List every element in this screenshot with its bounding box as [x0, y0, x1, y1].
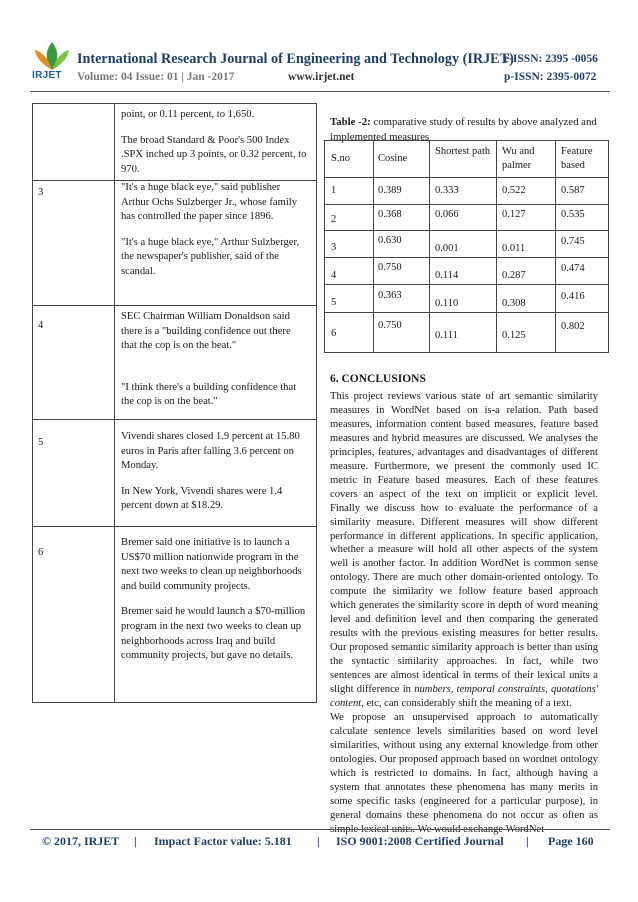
- row-separator: [33, 305, 316, 306]
- cell: 0.522: [502, 185, 526, 196]
- cell: 0.114: [435, 270, 459, 281]
- row-separator: [33, 526, 316, 527]
- row-separator: [325, 257, 608, 258]
- footer-separator: |: [526, 834, 529, 848]
- cell: 0.750: [378, 320, 402, 331]
- cell: 0.750: [378, 262, 402, 273]
- results-table: [324, 140, 609, 353]
- cell: 5: [331, 297, 337, 308]
- cell: 0.127: [502, 209, 526, 220]
- sentence: Bremer said one initiative is to launch a US$70 million nationwide program in the next two weeks to clean up neighborhoods and build community projects.: [121, 537, 302, 592]
- column-divider: [496, 141, 497, 352]
- sentence: SEC Chairman William Donaldson said there is a "building confidence out there that the cop is on the beat.": [121, 311, 291, 352]
- table-cell: [121, 430, 309, 525]
- sentence: In New York, Vivendi shares were 1.4 percent down at $18.29.: [121, 485, 283, 512]
- row-number: 6: [38, 547, 44, 558]
- cell: 0.630: [378, 235, 402, 246]
- header-rule: [30, 91, 610, 92]
- logo-text: IRJET: [32, 70, 62, 81]
- cell: 0.368: [378, 209, 402, 220]
- row-separator: [325, 230, 608, 231]
- sentence: "It's a huge black eye," Arthur Sulzberger, the newspaper's publisher, said of the scandal.: [121, 236, 300, 277]
- table-cell: [121, 310, 309, 421]
- sentence: point, or 0.11 percent, to 1,650.: [121, 109, 255, 120]
- conclusions-text: [330, 390, 598, 837]
- row-number: 5: [38, 437, 44, 448]
- sentence: "I think there's a building confidence that the cop is on the beat.": [121, 381, 297, 408]
- sentence: The broad Standard & Poor's 500 Index .SPX inched up 3 points, or 0.32 percent, to 970.: [121, 134, 307, 175]
- cell: 0.308: [502, 298, 526, 309]
- cell: 0.110: [435, 298, 459, 309]
- cell: 2: [331, 214, 337, 225]
- cell: 0.474: [561, 263, 585, 274]
- caption-text: comparative study of results by above analyzed and implemented measures: [330, 116, 597, 143]
- header-sno: S.no: [331, 153, 350, 164]
- header-cosine: Cosine: [378, 153, 408, 164]
- header-wu-palmer: Wu and palmer: [502, 146, 535, 171]
- text-run: This project reviews various state of art semantic similarity measures in WordNet based on is-a relation. Path based measures, information content based measures, feature based measures and hybrid measures are discussed. We analyses the principles, features, advantages and disadvantages of different measure. Furthermore, we present the commonly used IC metric in Feature based measures. Each of these features covers an aspect of the text on implicit or explicit level. Finally we discuss how to evaluate the performance of a similarity measure. Different measures will show different performance in different applications. In specific application, whether a measure will hold all other aspects of the system well is another factor. In addition WordNet is common sense ontology. There are much other domain-oriented ontology. To compute the similarity we follow feature based approach which generates the similarity score in depth of word meaning level and definition level and then comparing the generated results with the previous existing measures for better results. Our proposed semantic similarity approach is better than using the syntactic similarity approaches. In fact, while two sentences are almost identical in terms of their lexical units a slight difference in: [330, 391, 598, 696]
- cell: 0.111: [435, 330, 458, 341]
- row-separator: [325, 204, 608, 205]
- volume-issue: Volume: 04 Issue: 01 | Jan -2017: [77, 71, 235, 83]
- row-number: 3: [38, 187, 44, 198]
- cell: 0.287: [502, 270, 526, 281]
- paragraph: We propose an unsupervised approach to automatically calculate sentence levels similarities based on word level similarities, without using any external knowledge from other ontologies. Our proposed approach based on wordnet ontology which is restricted to domains. In fact, although having a system that annotates these phenomena has many merits in some specific tasks (engineered for a particular purpose), in general domains these phenomena do not occur as often as simple lexical units. We would exchange WordNet: [330, 711, 598, 835]
- cell: 0.416: [561, 291, 585, 302]
- sentence-pairs-table: [32, 103, 317, 703]
- table-cell: [121, 536, 309, 675]
- cell: 6: [331, 328, 337, 339]
- header-shortest-path: Shortest path: [435, 146, 491, 157]
- table-divider: [114, 104, 115, 702]
- impact-factor: Impact Factor value: 5.181: [154, 834, 292, 848]
- cell: 0.802: [561, 321, 585, 332]
- table-cell: [121, 181, 309, 291]
- row-separator: [325, 312, 608, 313]
- text-run: , etc, can considerably shift the meaning of a text.: [361, 697, 572, 709]
- cell: 0.125: [502, 330, 526, 341]
- e-issn: e-ISSN: 2395 -0056: [504, 53, 598, 65]
- row-separator: [325, 284, 608, 285]
- journal-title: International Research Journal of Engineering and Technology (IRJET): [77, 51, 514, 67]
- page-header: [0, 0, 638, 92]
- row-number: 4: [38, 320, 44, 331]
- page-number: Page 160: [548, 834, 594, 848]
- sentence: "It's a huge black eye," said publisher Arthur Ochs Sulzberger Jr., whose family has controlled the paper since 1896.: [121, 182, 298, 223]
- cell: 0.001: [435, 243, 459, 254]
- table-cell: [121, 108, 309, 188]
- section-heading: 6. CONCLUSIONS: [330, 373, 426, 385]
- sentence: Vivendi shares closed 1.9 percent at 15.80 euros in Paris after falling 3.6 percent on Monday.: [121, 431, 300, 472]
- caption-label: Table -2:: [330, 116, 371, 128]
- column-divider: [555, 141, 556, 352]
- row-separator: [325, 177, 608, 178]
- cell: 1: [331, 185, 337, 196]
- cell: 0.333: [435, 185, 459, 196]
- paragraph: [330, 390, 598, 711]
- cell: 0.011: [502, 243, 526, 254]
- copyright: © 2017, IRJET: [42, 834, 120, 848]
- footer-rule: [30, 829, 610, 830]
- cell: 3: [331, 242, 337, 253]
- cell: 0.745: [561, 236, 585, 247]
- footer-separator: |: [134, 834, 137, 848]
- cell: 4: [331, 270, 337, 281]
- cell: 0.363: [378, 290, 402, 301]
- footer-separator: |: [317, 834, 320, 848]
- column-divider: [429, 141, 430, 352]
- iso-certification: ISO 9001:2008 Certified Journal: [336, 834, 504, 848]
- journal-website: www.irjet.net: [288, 71, 355, 83]
- italic-run: numbers, temporal constraints, quotations' content: [330, 684, 598, 709]
- header-feature-based: Feature based: [561, 146, 593, 171]
- cell: 0.066: [435, 209, 459, 220]
- column-divider: [373, 141, 374, 352]
- cell: 0.535: [561, 209, 585, 220]
- sentence: Bremer said he would launch a $70-million program in the next two weeks to clean up neighborhoods across Iraq and build community projects, but gave no details.: [121, 606, 306, 662]
- p-issn: p-ISSN: 2395-0072: [504, 71, 597, 83]
- cell: 0.389: [378, 185, 402, 196]
- cell: 0.587: [561, 185, 585, 196]
